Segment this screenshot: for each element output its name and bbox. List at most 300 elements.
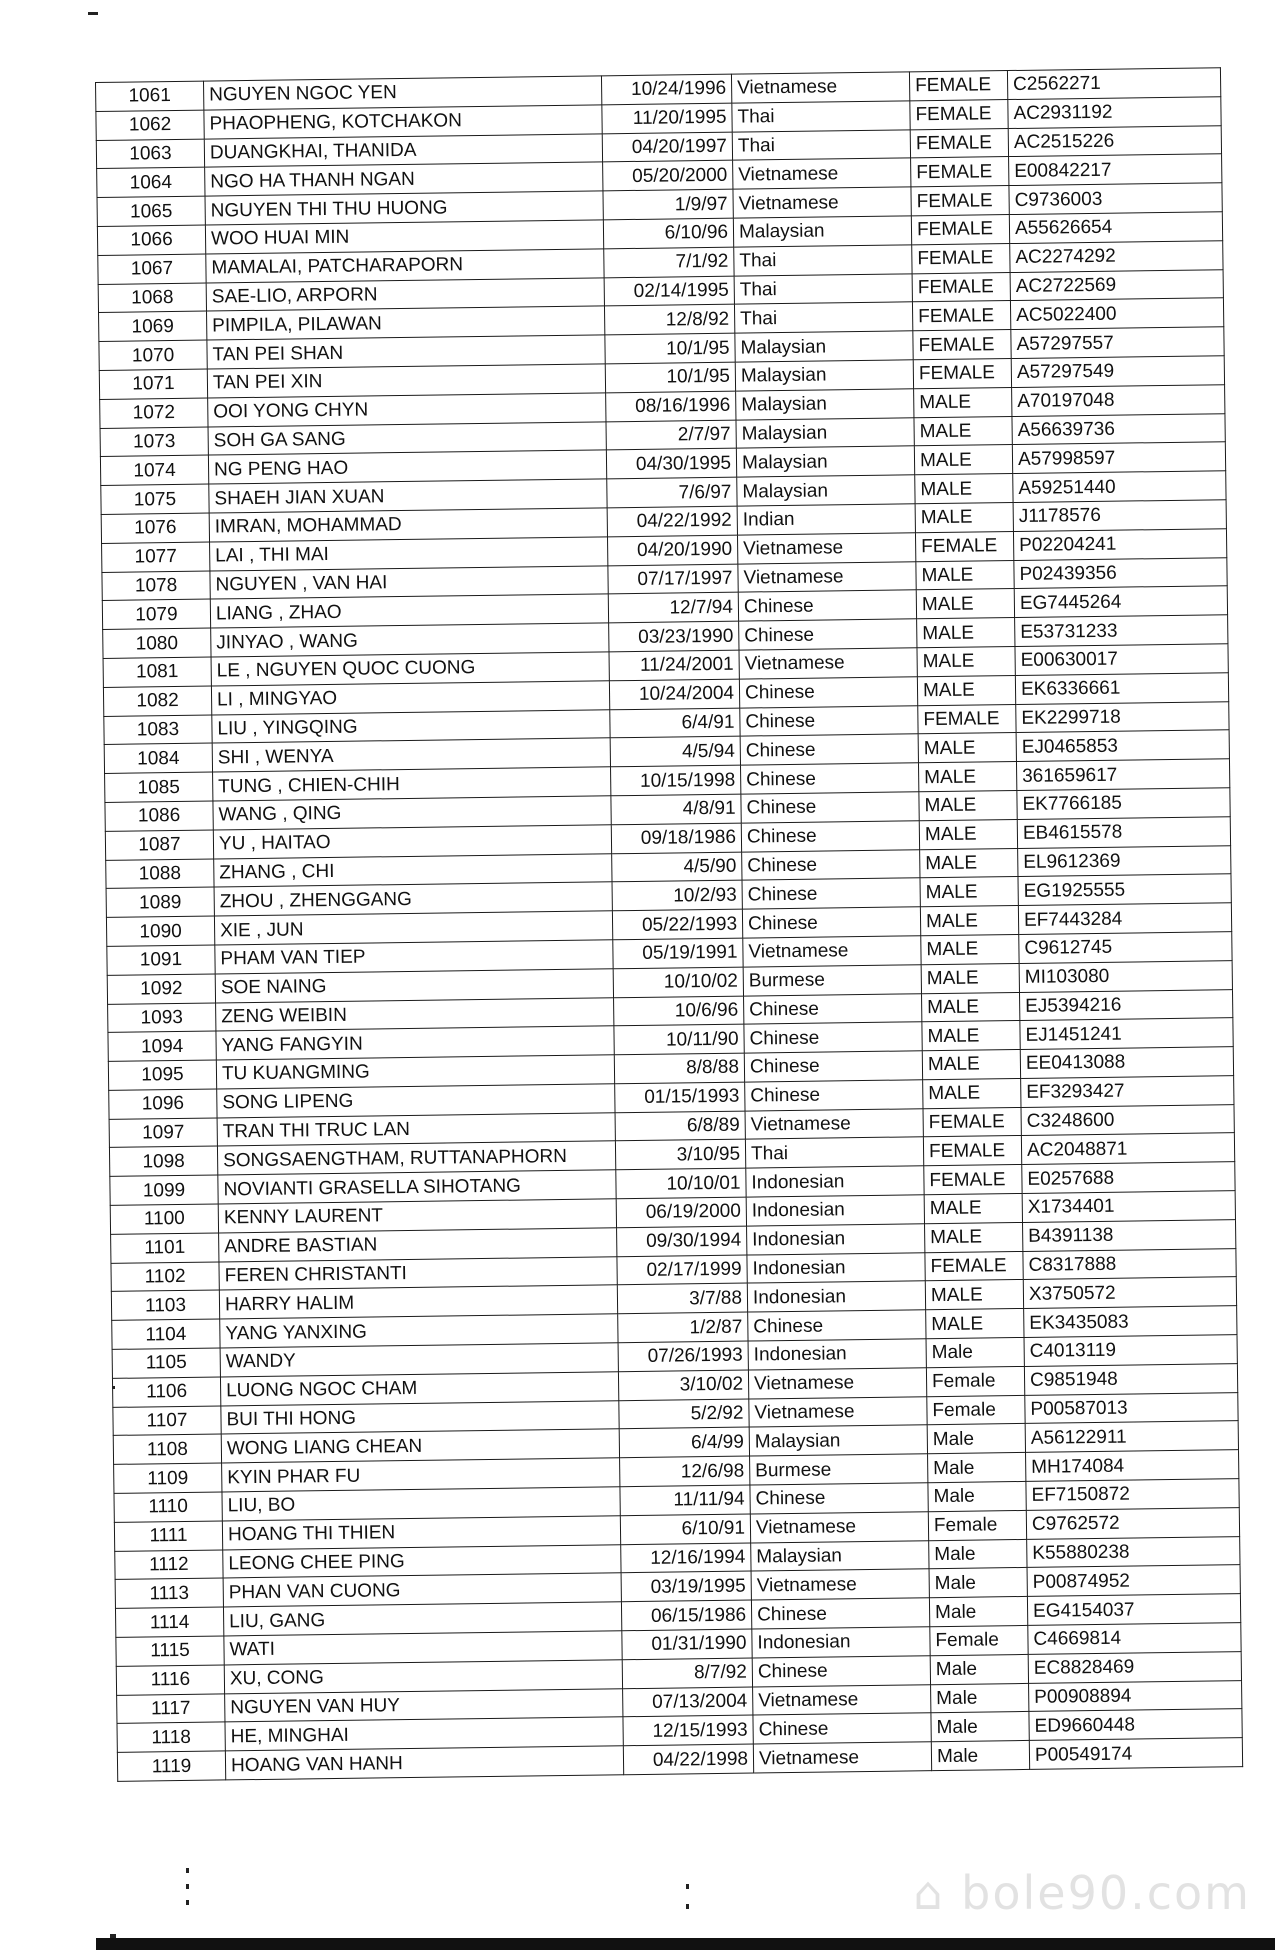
person-name-cell: DUANGKHAI, THANIDA [204, 133, 602, 167]
nationality-cell: Vietnamese [733, 158, 911, 189]
nationality-cell: Vietnamese [739, 648, 917, 679]
date-of-birth-cell: 04/20/1997 [602, 132, 732, 162]
passport-number-cell: C2562271 [1007, 68, 1220, 100]
person-name-cell: TAN PEI XIN [207, 364, 605, 398]
passport-number-cell: C9851948 [1024, 1364, 1237, 1396]
nationality-cell: Chinese [738, 590, 916, 621]
row-number-cell: 1111 [114, 1521, 222, 1551]
nationality-cell: Chinese [741, 792, 919, 823]
person-name-cell: SHI , WENYA [212, 738, 610, 772]
person-name-cell: PHAN VAN CUONG [223, 1573, 621, 1607]
passport-number-cell: EE0413088 [1020, 1047, 1233, 1079]
nationality-cell: Indonesian [746, 1195, 924, 1226]
row-number-cell: 1106 [112, 1377, 220, 1407]
nationality-cell: Chinese [740, 734, 918, 765]
row-number-cell: 1065 [97, 196, 205, 226]
date-of-birth-cell: 4/5/94 [610, 736, 740, 766]
passport-number-cell: B4391138 [1023, 1220, 1236, 1252]
person-name-cell: WANDY [220, 1343, 618, 1377]
date-of-birth-cell: 1/9/97 [603, 189, 733, 219]
person-name-cell: NGO HA THANH NGAN [205, 162, 603, 196]
gender-cell: MALE [920, 877, 1018, 907]
nationality-cell: Indonesian [748, 1339, 926, 1370]
person-name-cell: NGUYEN NGOC YEN [203, 76, 601, 110]
gender-cell: FEMALE [923, 1107, 1021, 1137]
passport-number-cell: K55880238 [1027, 1536, 1240, 1568]
nationality-cell: Indonesian [747, 1252, 925, 1283]
passport-number-cell: E53731233 [1015, 615, 1228, 647]
row-number-cell: 1116 [116, 1665, 224, 1695]
gender-cell: MALE [918, 762, 1016, 792]
nationality-cell: Chinese [742, 878, 920, 909]
passport-number-cell: EG4154037 [1027, 1594, 1240, 1626]
nationality-cell: Malaysian [733, 216, 911, 247]
passport-number-cell: EK2299718 [1016, 701, 1229, 733]
nationality-cell: Chinese [742, 849, 920, 880]
person-name-cell: PHAOPHENG, KOTCHAKON [204, 105, 602, 139]
date-of-birth-cell: 6/8/89 [615, 1111, 745, 1141]
date-of-birth-cell: 11/20/1995 [602, 103, 732, 133]
gender-cell: Male [931, 1741, 1029, 1771]
passport-number-cell: EG7445264 [1014, 586, 1227, 618]
nationality-cell: Vietnamese [731, 72, 909, 103]
row-number-cell: 1083 [104, 715, 212, 745]
gender-cell: FEMALE [911, 186, 1009, 216]
person-name-cell: WANG , QING [213, 796, 611, 830]
nationality-cell: Vietnamese [749, 1396, 927, 1427]
gender-cell: Male [928, 1481, 1026, 1511]
date-of-birth-cell: 8/8/88 [614, 1053, 744, 1083]
passenger-roster-table [95, 67, 1243, 1782]
nationality-cell: Malaysian [736, 389, 914, 420]
row-number-cell: 1089 [106, 887, 214, 917]
gender-cell: Female [930, 1625, 1028, 1655]
nationality-cell: Chinese [744, 993, 922, 1024]
row-number-cell: 1107 [113, 1406, 221, 1436]
date-of-birth-cell: 12/15/1993 [623, 1715, 753, 1745]
row-number-cell: 1090 [106, 916, 214, 946]
gender-cell: Male [931, 1712, 1029, 1742]
date-of-birth-cell: 7/1/92 [604, 247, 734, 277]
nationality-cell: Malaysian [737, 475, 915, 506]
gender-cell: MALE [925, 1222, 1023, 1252]
date-of-birth-cell: 04/30/1995 [606, 448, 736, 478]
date-of-birth-cell: 04/20/1990 [607, 535, 737, 565]
watermark: ⌂ bole90.com [913, 1866, 1251, 1920]
row-number-cell: 1076 [101, 513, 209, 543]
date-of-birth-cell: 06/15/1986 [621, 1600, 751, 1630]
gender-cell: MALE [926, 1309, 1024, 1339]
person-name-cell: NG PENG HAO [208, 450, 606, 484]
gender-cell: MALE [919, 790, 1017, 820]
person-name-cell: SONGSAENGTHAM, RUTTANAPHORN [217, 1141, 615, 1175]
date-of-birth-cell: 10/1/95 [605, 362, 735, 392]
person-name-cell: KENNY LAURENT [218, 1199, 616, 1233]
passport-number-cell: E0257688 [1022, 1162, 1235, 1194]
passport-number-cell: EK6336661 [1015, 672, 1228, 704]
passport-number-cell: EJ5394216 [1019, 989, 1232, 1021]
person-name-cell: JINYAO , WANG [211, 623, 609, 657]
person-name-cell: LUONG NGOC CHAM [220, 1372, 618, 1406]
row-number-cell: 1062 [96, 110, 204, 140]
row-number-cell: 1117 [117, 1694, 225, 1724]
row-number-cell: 1074 [100, 455, 208, 485]
gender-cell: FEMALE [909, 71, 1007, 101]
date-of-birth-cell: 3/10/95 [615, 1140, 745, 1170]
nationality-cell: Malaysian [735, 360, 913, 391]
row-number-cell: 1109 [114, 1463, 222, 1493]
person-name-cell: ZENG WEIBIN [216, 997, 614, 1031]
date-of-birth-cell: 11/24/2001 [609, 650, 739, 680]
person-name-cell: XIE , JUN [214, 911, 612, 945]
passport-number-cell: EJ0465853 [1016, 730, 1229, 762]
passport-number-cell: E00842217 [1009, 154, 1222, 186]
nationality-cell: Vietnamese [751, 1569, 929, 1600]
passport-number-cell: C3248600 [1021, 1104, 1234, 1136]
nationality-cell: Chinese [748, 1310, 926, 1341]
nationality-cell: Malaysian [735, 331, 913, 362]
nationality-cell: Vietnamese [743, 936, 921, 967]
row-number-cell: 1097 [109, 1118, 217, 1148]
nationality-cell: Chinese [740, 705, 918, 736]
nationality-cell: Chinese [740, 763, 918, 794]
nationality-cell: Vietnamese [737, 533, 915, 564]
person-name-cell: SOH GA SANG [208, 421, 606, 455]
row-number-cell: 1118 [117, 1722, 225, 1752]
date-of-birth-cell: 08/16/1996 [606, 391, 736, 421]
row-number-cell: 1091 [107, 945, 215, 975]
nationality-cell: Chinese [753, 1713, 931, 1744]
passport-number-cell: EK3435083 [1024, 1306, 1237, 1338]
person-name-cell: SONG LIPENG [217, 1084, 615, 1118]
date-of-birth-cell: 1/2/87 [618, 1312, 748, 1342]
gender-cell: MALE [921, 992, 1019, 1022]
person-name-cell: XU, CONG [224, 1660, 622, 1694]
date-of-birth-cell: 6/4/91 [610, 708, 740, 738]
gender-cell: MALE [916, 560, 1014, 590]
passport-number-cell: EF7443284 [1018, 903, 1231, 935]
passport-number-cell: AC2515226 [1008, 125, 1221, 157]
date-of-birth-cell: 10/15/1998 [611, 765, 741, 795]
person-name-cell: PHAM VAN TIEP [215, 940, 613, 974]
person-name-cell: BUI THI HONG [221, 1400, 619, 1434]
person-name-cell: LIANG , ZHAO [210, 594, 608, 628]
person-name-cell: FEREN CHRISTANTI [219, 1256, 617, 1290]
nationality-cell: Chinese [751, 1598, 929, 1629]
person-name-cell: LAI , THI MAI [210, 537, 608, 571]
gender-cell: FEMALE [910, 99, 1008, 129]
person-name-cell: OOI YONG CHYN [208, 393, 606, 427]
passport-number-cell: ED9660448 [1029, 1709, 1242, 1741]
row-number-cell: 1073 [100, 427, 208, 457]
row-number-cell: 1110 [114, 1492, 222, 1522]
gender-cell: MALE [915, 474, 1013, 504]
date-of-birth-cell: 07/13/2004 [623, 1687, 753, 1717]
date-of-birth-cell: 10/10/02 [613, 967, 743, 997]
date-of-birth-cell: 02/14/1995 [604, 276, 734, 306]
gender-cell: MALE [921, 934, 1019, 964]
person-name-cell: YANG YANXING [220, 1314, 618, 1348]
date-of-birth-cell: 01/15/1993 [615, 1082, 745, 1112]
row-number-cell: 1102 [111, 1262, 219, 1292]
nationality-cell: Vietnamese [733, 187, 911, 218]
nationality-cell: Thai [734, 245, 912, 276]
row-number-cell: 1098 [109, 1146, 217, 1176]
date-of-birth-cell: 10/6/96 [614, 996, 744, 1026]
gender-cell: FEMALE [911, 157, 1009, 187]
gender-cell: FEMALE [912, 301, 1010, 331]
passport-number-cell: MI103080 [1019, 960, 1232, 992]
row-number-cell: 1072 [100, 398, 208, 428]
gender-cell: Female [926, 1366, 1024, 1396]
nationality-cell: Malaysian [736, 446, 914, 477]
person-name-cell: LI , MINGYAO [211, 681, 609, 715]
nationality-cell: Chinese [744, 1051, 922, 1082]
gender-cell: FEMALE [911, 215, 1009, 245]
row-number-cell: 1077 [102, 542, 210, 572]
passport-number-cell: X1734401 [1022, 1191, 1235, 1223]
passport-number-cell: A57297549 [1011, 356, 1224, 388]
passport-number-cell: EF7150872 [1026, 1479, 1239, 1511]
gender-cell: FEMALE [913, 330, 1011, 360]
passport-number-cell: EL9612369 [1018, 845, 1231, 877]
gender-cell: FEMALE [918, 704, 1016, 734]
person-name-cell: TRAN THI TRUC LAN [217, 1112, 615, 1146]
passport-number-cell: C8317888 [1023, 1248, 1236, 1280]
row-number-cell: 1069 [99, 311, 207, 341]
row-number-cell: 1115 [116, 1636, 224, 1666]
passport-number-cell: E00630017 [1015, 644, 1228, 676]
row-number-cell: 1068 [98, 283, 206, 313]
person-name-cell: HOANG VAN HANH [225, 1746, 623, 1780]
nationality-cell: Chinese [739, 619, 917, 650]
nationality-cell: Chinese [745, 1080, 923, 1111]
row-number-cell: 1070 [99, 340, 207, 370]
person-name-cell: HARRY HALIM [219, 1285, 617, 1319]
scanned-page [95, 67, 1242, 1782]
person-name-cell: NOVIANTI GRASELLA SIHOTANG [218, 1170, 616, 1204]
nationality-cell: Malaysian [736, 417, 914, 448]
gender-cell: MALE [920, 906, 1018, 936]
date-of-birth-cell: 05/20/2000 [603, 161, 733, 191]
passport-number-cell: P00908894 [1029, 1680, 1242, 1712]
gender-cell: MALE [914, 445, 1012, 475]
row-number-cell: 1088 [106, 859, 214, 889]
row-number-cell: 1066 [97, 225, 205, 255]
person-name-cell: SAE-LIO, ARPORN [206, 277, 604, 311]
date-of-birth-cell: 09/30/1994 [617, 1226, 747, 1256]
row-number-cell: 1061 [96, 81, 204, 111]
passport-number-cell: AC2274292 [1010, 241, 1223, 273]
gender-cell: Female [928, 1510, 1026, 1540]
date-of-birth-cell: 2/7/97 [606, 420, 736, 450]
person-name-cell: MAMALAI, PATCHARAPORN [206, 249, 604, 283]
row-number-cell: 1112 [115, 1550, 223, 1580]
passport-number-cell: C9736003 [1009, 183, 1222, 215]
nationality-cell: Indian [737, 504, 915, 535]
row-number-cell: 1067 [98, 254, 206, 284]
row-number-cell: 1084 [104, 743, 212, 773]
row-number-cell: 1082 [103, 686, 211, 716]
passport-number-cell: A56122911 [1025, 1421, 1238, 1453]
passport-number-cell: A59251440 [1013, 471, 1226, 503]
person-name-cell: ZHOU , ZHENGGANG [214, 882, 612, 916]
row-number-cell: 1108 [113, 1434, 221, 1464]
passport-number-cell: EG1925555 [1018, 874, 1231, 906]
passport-number-cell: C4669814 [1028, 1623, 1241, 1655]
person-name-cell: PIMPILA, PILAWAN [207, 306, 605, 340]
passport-number-cell: AC2722569 [1010, 269, 1223, 301]
person-name-cell: TUNG , CHIEN-CHIH [213, 767, 611, 801]
person-name-cell: NGUYEN , VAN HAI [210, 565, 608, 599]
gender-cell: MALE [914, 387, 1012, 417]
date-of-birth-cell: 10/2/93 [612, 880, 742, 910]
date-of-birth-cell: 6/4/99 [619, 1428, 749, 1458]
row-number-cell: 1092 [107, 974, 215, 1004]
nationality-cell: Burmese [750, 1454, 928, 1485]
nationality-cell: Malaysian [751, 1540, 929, 1571]
gender-cell: MALE [915, 502, 1013, 532]
person-name-cell: NGUYEN THI THU HUONG [205, 191, 603, 225]
gender-cell: MALE [918, 733, 1016, 763]
person-name-cell: NGUYEN VAN HUY [225, 1688, 623, 1722]
person-name-cell: HE, MINGHAI [225, 1717, 623, 1751]
person-name-cell: WOO HUAI MIN [205, 220, 603, 254]
person-name-cell: YU , HAITAO [213, 825, 611, 859]
gender-cell: Male [929, 1568, 1027, 1598]
row-number-cell: 1101 [111, 1233, 219, 1263]
passport-number-cell: C4013119 [1024, 1335, 1237, 1367]
date-of-birth-cell: 12/7/94 [608, 592, 738, 622]
gender-cell: Male [926, 1338, 1024, 1368]
gender-cell: MALE [921, 963, 1019, 993]
passport-number-cell: A57297557 [1011, 327, 1224, 359]
row-number-cell: 1078 [102, 571, 210, 601]
row-number-cell: 1099 [110, 1175, 218, 1205]
passport-number-cell: P00874952 [1027, 1565, 1240, 1597]
gender-cell: MALE [925, 1280, 1023, 1310]
row-number-cell: 1113 [115, 1578, 223, 1608]
passport-number-cell: EJ1451241 [1020, 1018, 1233, 1050]
person-name-cell: WONG LIANG CHEAN [221, 1429, 619, 1463]
nationality-cell: Vietnamese [753, 1684, 931, 1715]
date-of-birth-cell: 12/16/1994 [621, 1543, 751, 1573]
row-number-cell: 1096 [109, 1089, 217, 1119]
date-of-birth-cell: 12/8/92 [604, 305, 734, 335]
date-of-birth-cell: 10/10/01 [616, 1168, 746, 1198]
nationality-cell: Vietnamese [753, 1742, 931, 1773]
date-of-birth-cell: 12/6/98 [620, 1456, 750, 1486]
nationality-cell: Thai [734, 273, 912, 304]
gender-cell: Male [928, 1453, 1026, 1483]
person-name-cell: ANDRE BASTIAN [219, 1228, 617, 1262]
gender-cell: MALE [917, 618, 1015, 648]
row-number-cell: 1063 [96, 139, 204, 169]
nationality-cell: Indonesian [746, 1166, 924, 1197]
passport-number-cell: EF3293427 [1021, 1076, 1234, 1108]
nationality-cell: Vietnamese [748, 1368, 926, 1399]
gender-cell: FEMALE [924, 1165, 1022, 1195]
row-number-cell: 1086 [105, 801, 213, 831]
nationality-cell: Indonesian [752, 1627, 930, 1658]
nationality-cell: Thai [732, 129, 910, 160]
nationality-cell: Thai [734, 302, 912, 333]
gender-cell: Male [929, 1597, 1027, 1627]
gender-cell: MALE [923, 1078, 1021, 1108]
row-number-cell: 1085 [105, 772, 213, 802]
passport-number-cell: EC8828469 [1028, 1651, 1241, 1683]
gender-cell: Male [929, 1539, 1027, 1569]
date-of-birth-cell: 06/19/2000 [616, 1197, 746, 1227]
person-name-cell: SOE NAING [215, 968, 613, 1002]
date-of-birth-cell: 03/19/1995 [621, 1571, 751, 1601]
nationality-cell: Vietnamese [738, 561, 916, 592]
row-number-cell: 1105 [112, 1348, 220, 1378]
person-name-cell: LE , NGUYEN QUOC CUONG [211, 652, 609, 686]
gender-cell: MALE [924, 1194, 1022, 1224]
passport-number-cell: C9762572 [1026, 1507, 1239, 1539]
passport-number-cell: A57998597 [1012, 442, 1225, 474]
row-number-cell: 1079 [102, 599, 210, 629]
gender-cell: MALE [917, 675, 1015, 705]
passport-number-cell: A55626654 [1009, 212, 1222, 244]
nationality-cell: Thai [732, 101, 910, 132]
row-number-cell: 1087 [105, 830, 213, 860]
person-name-cell: TAN PEI SHAN [207, 335, 605, 369]
person-name-cell: TU KUANGMING [216, 1055, 614, 1089]
date-of-birth-cell: 05/22/1993 [612, 909, 742, 939]
gender-cell: FEMALE [910, 128, 1008, 158]
date-of-birth-cell: 6/10/91 [620, 1514, 750, 1544]
gender-cell: FEMALE [925, 1251, 1023, 1281]
passport-number-cell: A70197048 [1012, 385, 1225, 417]
date-of-birth-cell: 04/22/1992 [607, 506, 737, 536]
date-of-birth-cell: 4/8/91 [611, 794, 741, 824]
date-of-birth-cell: 10/1/95 [605, 333, 735, 363]
passport-number-cell: AC5022400 [1010, 298, 1223, 330]
gender-cell: Male [927, 1424, 1025, 1454]
date-of-birth-cell: 3/10/02 [618, 1370, 748, 1400]
date-of-birth-cell: 5/2/92 [619, 1399, 749, 1429]
date-of-birth-cell: 10/24/1996 [601, 74, 731, 104]
gender-cell: FEMALE [923, 1136, 1021, 1166]
gender-cell: FEMALE [913, 358, 1011, 388]
gender-cell: MALE [919, 819, 1017, 849]
passport-number-cell: P02204241 [1013, 528, 1226, 560]
passport-number-cell: AC2048871 [1021, 1133, 1234, 1165]
nationality-cell: Burmese [743, 964, 921, 995]
gender-cell: MALE [922, 1021, 1020, 1051]
row-number-cell: 1114 [115, 1607, 223, 1637]
row-number-cell: 1119 [117, 1751, 225, 1781]
date-of-birth-cell: 05/19/1991 [613, 938, 743, 968]
gender-cell: FEMALE [915, 531, 1013, 561]
row-number-cell: 1103 [111, 1290, 219, 1320]
row-number-cell: 1094 [108, 1031, 216, 1061]
nationality-cell: Vietnamese [745, 1108, 923, 1139]
person-name-cell: SHAEH JIAN XUAN [209, 479, 607, 513]
date-of-birth-cell: 09/18/1986 [611, 823, 741, 853]
date-of-birth-cell: 10/11/90 [614, 1024, 744, 1054]
gender-cell: Female [927, 1395, 1025, 1425]
passport-number-cell: P02439356 [1014, 557, 1227, 589]
person-name-cell: YANG FANGYIN [216, 1026, 614, 1060]
date-of-birth-cell: 3/7/88 [617, 1284, 747, 1314]
date-of-birth-cell: 02/17/1999 [617, 1255, 747, 1285]
row-number-cell: 1080 [103, 628, 211, 658]
row-number-cell: 1071 [99, 369, 207, 399]
date-of-birth-cell: 7/6/97 [607, 477, 737, 507]
